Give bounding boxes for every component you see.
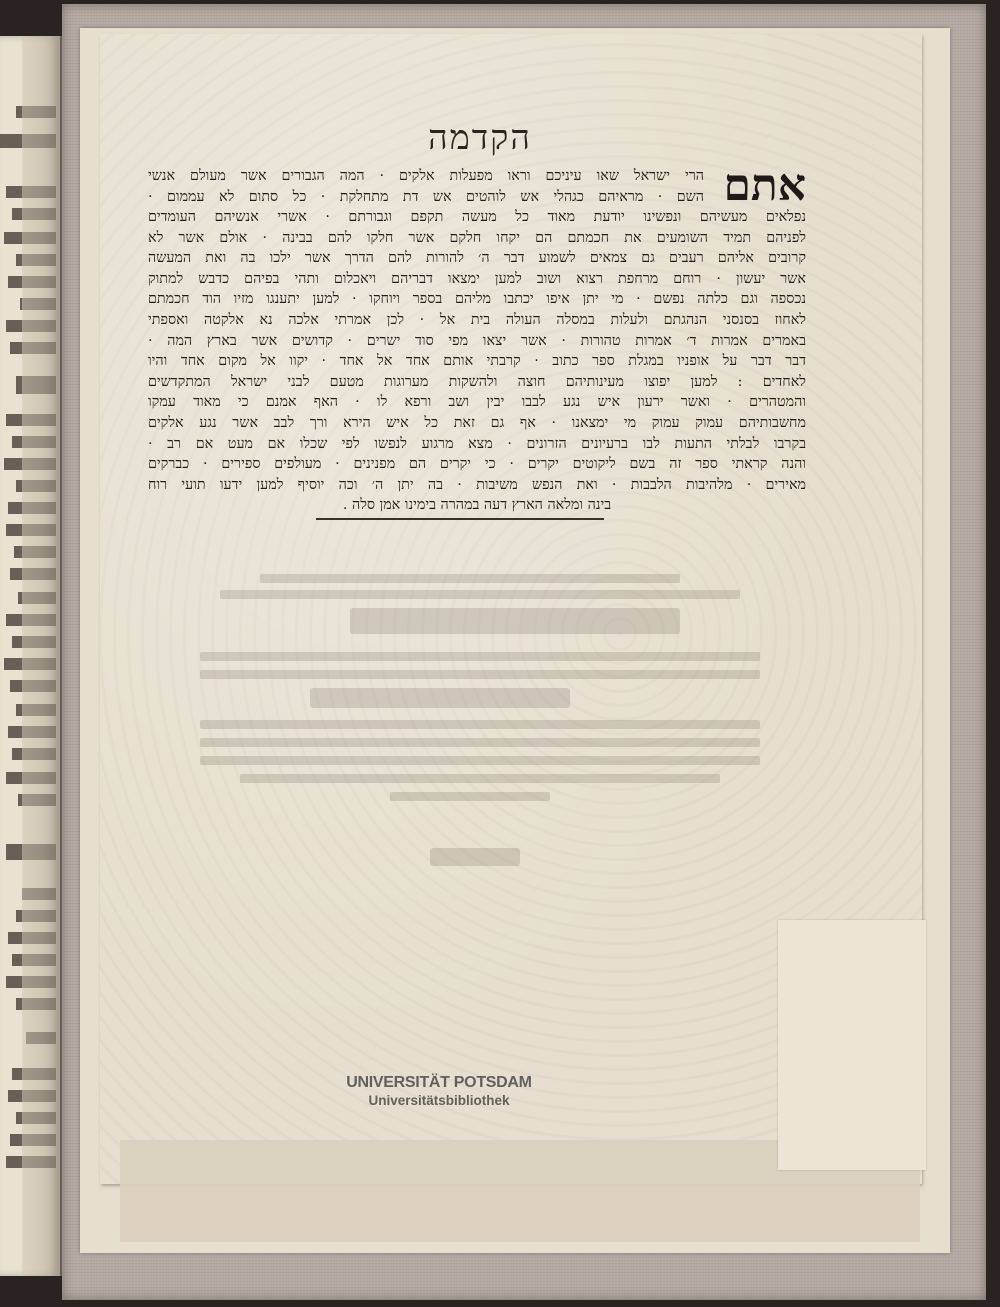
text-line: נפלאים מעשיהם ונפשינו יודעת מאוד כל מעשה תקפם וגבורתם · אשרי אנשיהם העומדים [148,209,806,225]
intro-text-top [148,166,704,207]
text-line: לאחדים : למען יפוצו מעינותיהם חוצה ולהשקות מערוגות מטעם לבני ישראל המתקדשים [148,373,806,390]
text-line: השם · מראיהם כגהלי אש לוהטים אש דת מתחלקת · כל סתום לא עממום · [148,188,704,205]
text-line: בקרבו לבלתי התעות לבו ברעיונים הזרונים · מצא מרגוע לנפשו לפי שכלו אם מעט אם רב · [148,435,806,452]
text-line: נכספה וגם כלתה נפשם · מי יתן איפו יכתבו מליהם בספר ויוחקו · למען יתענגו מזיו הוד חכמתם [148,291,806,308]
text-line: באמרים אמרות ד׳ אמרות טהורות · אשר יצאו מפי סוד ישרים · קדושים אשר בארץ המה · [148,332,806,349]
intro-text-body [148,207,806,516]
stamp-university: UNIVERSITÄT POTSDAM [346,1074,532,1091]
text-line: לאחוז בסנסני הנהגתם ולעלות במסלה העולה בית אל · לכן אמרתי אלכה נא אלקטה ואספתי [148,311,806,328]
library-stamp [344,1074,534,1108]
show-through-text [140,560,800,880]
text-line: בינה ומלאה הארץ דעה במהרה בימינו אמן סלה . [342,497,612,514]
divider-rule [316,518,604,520]
text-line: והמטהרים · ואשר ירעון איש נגע לבבו יבין ושב ורפא לו · האף אמנם כי מאוד עמקו [148,394,806,411]
text-line: לפניהם תמיד השומעים את חכמתם הם יקחו חלקם אשר חלקו להם בבינה · אולם אשר לא [148,229,806,246]
text-line: והנה קראתי ספר זה בשם ליקוטים יקרים · כי יקרים הם מפנינים · מעולפים ספירים · כברקים [148,456,806,473]
text-line: הרי ישראל שאו עיניכם וראו מפעלות אלקים · המה הגבורים אשר מעולם אנשי [148,168,704,184]
page-heading: הקדמה [428,118,532,158]
text-line: קרובים אליהם רעבים גם צמאים לשמוע דבר ה׳ להורות להם הדרך אשר ילכו בה ואת המעשה [148,250,806,267]
text-line: אשר יעשון · רוחם מרחפת רצוא ושוב למען ימצאו דבריהם ויאכלום ותהי בפיהם כדבש למתוק [148,270,806,287]
text-line: מאירים · מלהיבות הלבבות · ואת הנפש משיבות · בה יתן ה׳ וכה יוסיף למען ידעו תועי רוח [148,476,806,493]
paper-patch [778,920,926,1170]
text-line: מחשבותיהם עמוק עמוק מי ימצאנו · אף גם זאת כל איש הירא ורך לבב אשר נגע אלקים [148,414,806,431]
opening-word: אתם [723,160,806,211]
text-line: דבר דבר על אופניו במגלת ספר כתוב · קרבתי אותם אחד אל אחד · יקוו אל מקום אחד והיו [148,353,806,370]
book-gutter [22,36,62,1276]
stamp-library: Universitätsbibliothek [368,1093,510,1108]
